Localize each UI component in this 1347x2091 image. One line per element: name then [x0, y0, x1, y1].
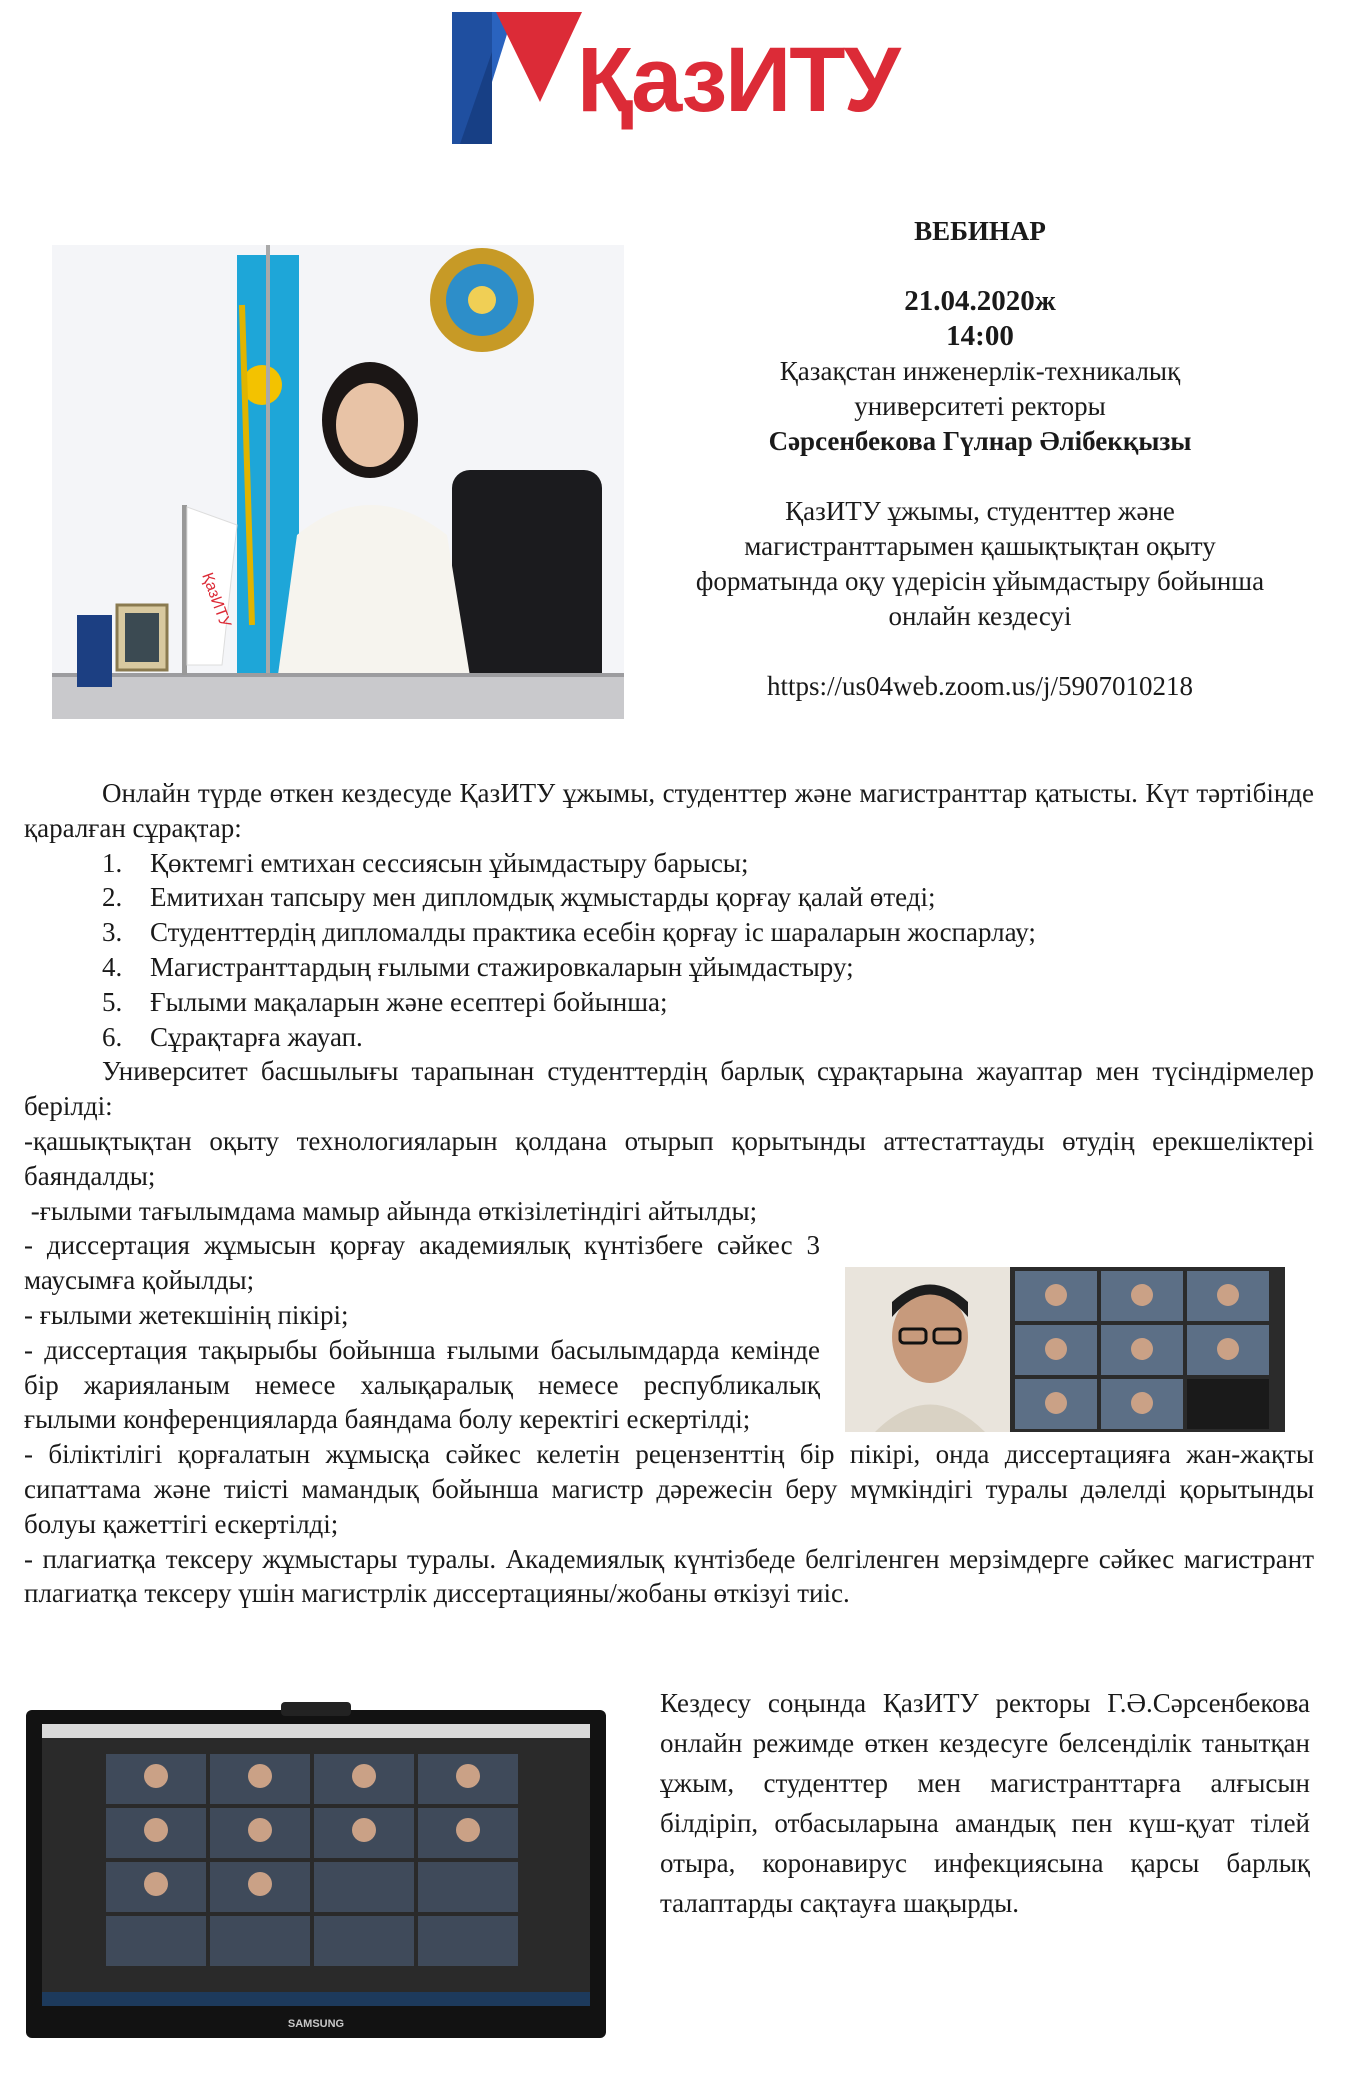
kazitu-logo-mark-icon [452, 12, 582, 144]
point-internship: -ғылыми тағылымдама мамыр айында өткізілетіндігі айтылды; [24, 1195, 758, 1226]
point-reviewer: - біліктілігі қорғалатын жұмысқа сәйкес келетін рецензенттің бір пікірі, онда диссертацияға жан-жақты сипаттама және тиісті мамандық бойынша магистр дәрежесін беру мүмкіндігі туралы дәлелді қорытынды болуы қажеттігі ескертілді; [24, 1439, 1314, 1539]
agenda-item: 5. Ғылыми мақаларын және есептері бойынша; [102, 986, 668, 1017]
agenda-item: 6. Сұрақтарға жауап. [102, 1021, 363, 1052]
point-final-attestation: -қашықтықтан оқыту технологияларын қолдана отырып қорытынды аттестаттауды өтудің ерекшеліктері баяндалды; [24, 1125, 1314, 1191]
university-line-1: Қазақстан инженерлік-техникалық [779, 356, 1181, 386]
point-defense-date: - диссертация жұмысын қорғау академиялық күнтізбеге сәйкес 3 маусымға қойылды; [24, 1230, 820, 1296]
point-supervisor-review: - ғылыми жетекшінің пікірі; [24, 1299, 349, 1330]
agenda-item: 3. Студенттердің дипломалды практика есебін қорғау іс шараларын жоспарлау; [102, 917, 1036, 948]
answers-intro: Университет басшылығы тарапынан студенттердің барлық сұрақтарына жауаптар мен түсіндірмелер берілді: [24, 1056, 1314, 1122]
article-body [24, 776, 1314, 1611]
logo-wordmark: ҚазИТУ [577, 29, 899, 131]
rector-photo [52, 245, 624, 719]
point-plagiarism: - плагиатқа тексеру жұмыстары туралы. Академиялық күнтізбеде белгіленген мерзімдерге сәйкес магистрант плагиатқа тексеру үшін магистрлік диссертацияны/жобаны өткізуі тиіс. [24, 1543, 1314, 1609]
webinar-date: 21.04.2020ж [904, 285, 1056, 317]
topic-line-3: форматында оқу үдерісін ұйымдастыру бойынша [695, 566, 1265, 596]
topic-line-4: онлайн кездесуі [888, 601, 1072, 631]
agenda-item: 1. Қөктемгі емтихан сессиясын ұйымдастыру барысы; [102, 847, 749, 878]
kazitu-logo [452, 12, 899, 147]
conclusion-paragraph: Кездесу соңында ҚазИТУ ректоры Г.Ә.Сәрсенбекова онлайн режимде өткен кездесуге белсенділік танытқан ұжым, студенттер мен магистранттарға алғысын білдіріп, отбасыларына амандық пен күш-қуат тілей отыра, коронавирус инфекциясына қарсы барлық талаптарды сақтауға шақырды. [660, 1688, 1310, 1918]
intro-paragraph: Онлайн түрде өткен кездесуде ҚазИТУ ұжымы, студенттер және магистранттар қатысты. Күт тәртібінде қаралған сұрақтар: [24, 778, 1314, 843]
desk-flag-text: ҚазИТУ [198, 570, 234, 630]
point-publications: - диссертация тақырыбы бойынша ғылыми басылымдарда кемінде бір жарияланым немесе халықаралық немесе республикалық ғылыми конференцияларда баяндама болу керектігі ескертілді; [24, 1334, 820, 1435]
zoom-link[interactable]: https://us04web.zoom.us/j/5907010218 [766, 671, 1193, 701]
monitor-brand: SAMSUNG [287, 2018, 345, 2030]
webinar-announcement [650, 214, 1310, 704]
topic-line-1: ҚазИТУ ұжымы, студенттер және [785, 496, 1175, 526]
webinar-time: 14:00 [946, 320, 1014, 352]
webinar-title: ВЕБИНАР [914, 216, 1046, 246]
zoom-call-photo [845, 1267, 1285, 1432]
rector-name: Сәрсенбекова Гүлнар Әлібекқызы [768, 426, 1192, 456]
agenda-item: 4. Магистранттардың ғылыми стажировкаларын ұйымдастыру; [102, 951, 854, 982]
topic-line-2: магистранттарымен қашықтықтан оқыту [744, 531, 1216, 561]
university-line-2: университеті ректоры [854, 391, 1106, 421]
monitor-photo [26, 1702, 606, 2038]
agenda-item: 2. Емитихан тапсыру мен дипломдық жұмыстарды қорғау қалай өтеді; [102, 882, 936, 913]
